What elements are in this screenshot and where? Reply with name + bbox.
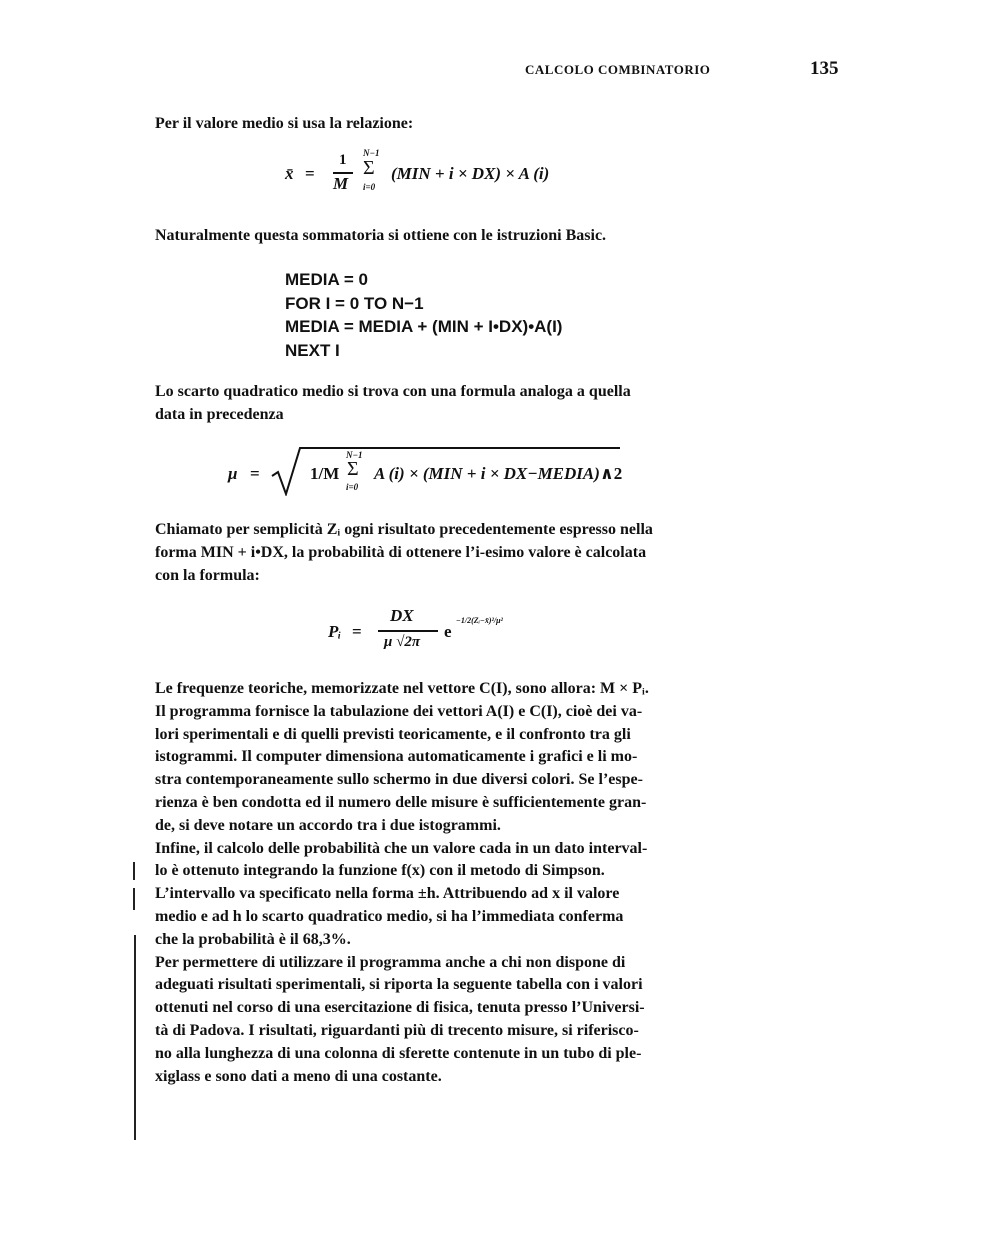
eq2-prefix: 1/M — [310, 464, 340, 483]
eq2-lhs: μ — [228, 464, 238, 483]
running-title: CALCOLO COMBINATORIO — [525, 62, 711, 77]
paragraph-scarto — [155, 380, 710, 426]
margin-mark — [133, 888, 135, 910]
eq3-exp-base: e — [444, 622, 452, 641]
page-number: 135 — [810, 58, 839, 79]
text-line: lori sperimentali e di quelli previsti teoricamente, e il confronto tra gli — [155, 725, 631, 743]
code-block — [285, 268, 562, 362]
code-line: FOR I = 0 TO N−1 — [285, 293, 424, 313]
text-line: Chiamato per semplicità Zᵢ ogni risultato precedentemente espresso nella — [155, 521, 653, 538]
paragraph-intro: Per il valore medio si usa la relazione: — [155, 115, 414, 132]
paragraph-chiamato — [155, 518, 710, 587]
text-line: stra contemporaneamente sullo schermo in due diversi colori. Se l’espe- — [155, 771, 643, 789]
text-line: L’intervallo va specificato nella forma ±h. Attribuendo ad x il valore — [155, 885, 620, 903]
eq3-frac-bar — [378, 630, 438, 632]
text-line: data in precedenza — [155, 406, 284, 423]
eq2-equals: = — [250, 464, 260, 483]
eq3-den: μ √2π — [384, 634, 421, 650]
text-line: con la formula: — [155, 567, 260, 584]
eq1-sum-upper: N−1 — [363, 148, 380, 158]
eq2-suffix: ∧2 — [600, 464, 623, 483]
text-line: che la probabilità è il 68,3%. — [155, 930, 351, 948]
eq3-num: DX — [390, 606, 414, 625]
text-line: adeguati risultati sperimentali, si riporta la seguente tabella con i valori — [155, 976, 643, 994]
text-line: Per permettere di utilizzare il programma anche a chi non dispone di — [155, 953, 626, 971]
eq1-equals: = — [305, 164, 315, 183]
code-line: MEDIA = MEDIA + (MIN + I•DX)•A(I) — [285, 317, 563, 336]
text-line: de, si deve notare un accordo tra i due istogrammi. — [155, 816, 501, 834]
paragraph-frequenze — [155, 678, 710, 1088]
text-line: tà di Padova. I risultati, riguardanti più di trecento misure, si riferisco- — [155, 1021, 639, 1039]
margin-mark — [134, 935, 136, 1140]
eq1-body: (MIN + i × DX) × A (i) — [391, 164, 550, 183]
eq1-lhs: x̄ — [285, 164, 294, 183]
code-line: MEDIA = 0 — [285, 270, 368, 289]
eq1-sum-symbol: Σ — [363, 157, 375, 179]
equation-std-dev — [228, 442, 648, 498]
text-line: medio e ad h lo scarto quadratico medio, si ha l’immediata conferma — [155, 907, 624, 925]
eq3-lhs: Pᵢ — [328, 622, 342, 641]
text-line: istogrammi. Il computer dimensiona automaticamente i grafici e li mo- — [155, 748, 638, 766]
text-line: Infine, il calcolo delle probabilità che un valore cada in un dato interval- — [155, 839, 648, 857]
margin-mark — [133, 862, 135, 880]
eq1-frac-num: 1 — [339, 152, 347, 168]
text-line: ottenuti nel corso di una esercitazione di fisica, tenuta presso l’Universi- — [155, 999, 645, 1017]
equation-probability — [328, 600, 588, 662]
eq3-equals: = — [352, 622, 362, 641]
paragraph-basic: Naturalmente questa sommatoria si ottiene con le istruzioni Basic. — [155, 227, 607, 244]
text-line: Lo scarto quadratico medio si trova con una formula analoga a quella — [155, 383, 631, 400]
eq2-sum-lower: i=0 — [346, 482, 359, 492]
text-line: Le frequenze teoriche, memorizzate nel vettore C(I), sono allora: M × Pᵢ. — [155, 680, 649, 697]
text-line: lo è ottenuto integrando la funzione f(x) con il metodo di Simpson. — [155, 862, 605, 880]
text-line: no alla lunghezza di una colonna di sferette contenute in un tubo di ple- — [155, 1044, 642, 1062]
eq1-frac-den: M — [333, 174, 349, 193]
eq1-sum-lower: i=0 — [363, 182, 376, 192]
text-line: forma MIN + i•DX, la probabilità di ottenere l’i-esimo valore è calcolata — [155, 544, 647, 561]
text-line: rienza è ben condotta ed il numero delle misure è sufficientemente gran- — [155, 793, 647, 811]
equation-mean — [285, 150, 605, 206]
eq3-exponent: −1/2(Zᵢ−x̄)²/μ² — [456, 616, 503, 625]
eq2-body: A (i) × (MIN + i × DX−MEDIA) — [374, 464, 600, 483]
text-line: xiglass e sono dati a meno di una costante. — [155, 1067, 442, 1085]
code-line: NEXT I — [285, 340, 340, 360]
text-line: Il programma fornisce la tabulazione dei vettori A(I) e C(I), cioè dei va- — [155, 702, 643, 720]
eq2-sum-upper: N−1 — [346, 450, 363, 460]
eq2-sum-symbol: Σ — [347, 458, 359, 480]
